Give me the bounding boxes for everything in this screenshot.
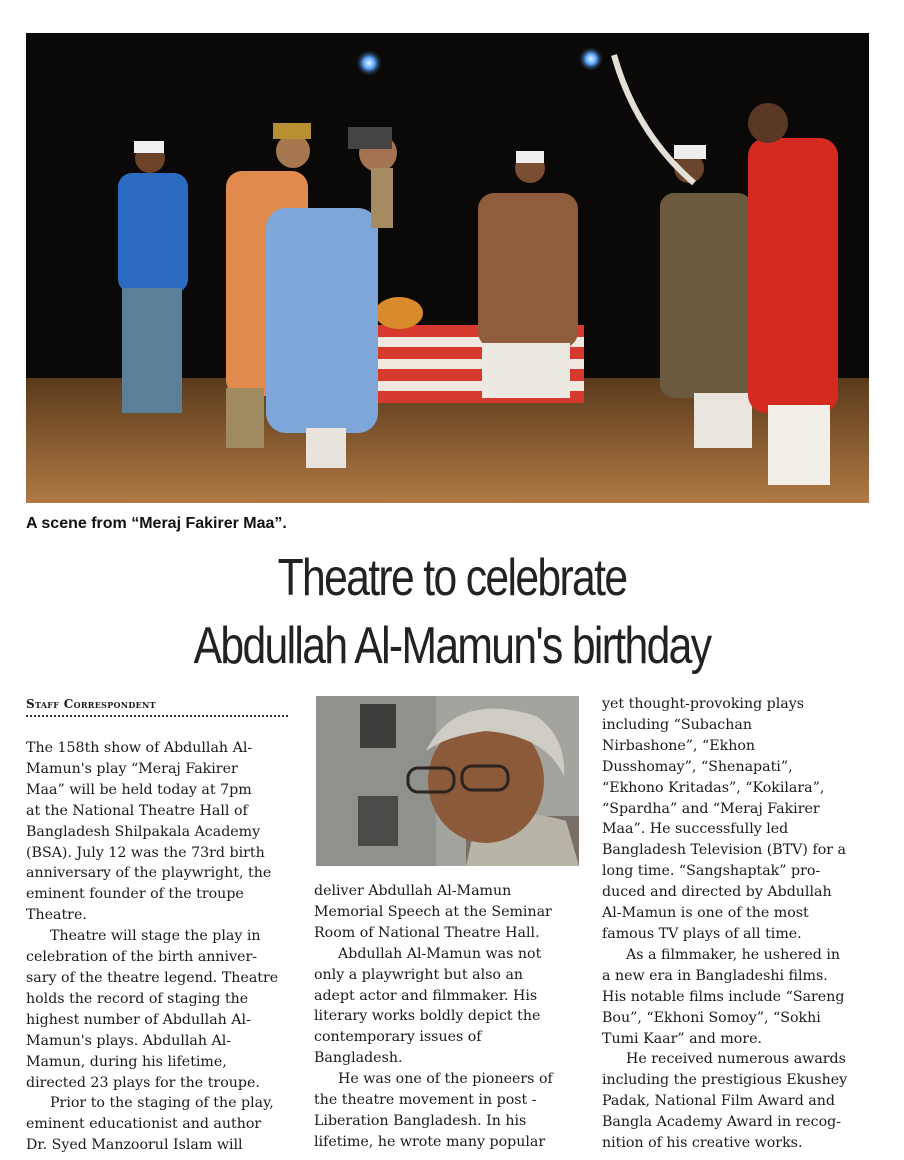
text-line: Maa” will be held today at 7pm (26, 781, 252, 798)
article-column-2 (314, 881, 580, 1153)
text-line: The 158th show of Abdullah Al- (26, 740, 253, 756)
text-line: Bou”, “Ekhoni Somoy”, “Sokhi (602, 1009, 821, 1026)
stage-photo (26, 33, 869, 503)
text-line: at the National Theatre Hall of (26, 802, 248, 819)
text-line: Bangla Academy Award in recog- (602, 1114, 842, 1131)
text-line: Mamun's plays. Abdullah Al- (26, 1032, 232, 1049)
text-line: including the prestigious Ekushey (602, 1072, 848, 1089)
text-line: deliver Abdullah Al-Mamun (314, 883, 512, 899)
portrait-photo (316, 696, 579, 866)
text-line: Tumi Kaar” and more. (602, 1030, 763, 1047)
text-line: Dusshomay”, “Shenapati”, (602, 758, 793, 775)
text-line: Memorial Speech at the Seminar (314, 903, 552, 920)
text-line: anniversary of the playwright, the (26, 865, 272, 882)
text-line: Dr. Syed Manzoorul Islam will (26, 1137, 243, 1154)
text-line: lifetime, he wrote many popular (314, 1133, 546, 1150)
text-line: Maa”. He successfully led (602, 821, 789, 838)
text-line: literary works boldly depict the (314, 1008, 541, 1025)
text-line: As a filmmaker, he ushered in (626, 946, 841, 963)
text-line: Abdullah Al-Mamun was not (338, 945, 542, 962)
text-line: Prior to the staging of the play, (50, 1095, 274, 1112)
text-line: sary of the theatre legend. Theatre (26, 969, 279, 986)
text-line: Bangladesh Television (BTV) for a (602, 842, 847, 859)
byline: Staff Correspondent (26, 697, 156, 711)
article-column-3 (602, 694, 882, 1154)
text-line: Room of National Theatre Hall. (314, 924, 540, 941)
text-line: highest number of Abdullah Al- (26, 1011, 251, 1028)
text-line: He was one of the pioneers of (338, 1071, 553, 1088)
text-line: adept actor and filmmaker. His (314, 987, 538, 1004)
text-line: including “Subachan (602, 716, 752, 733)
byline-divider (26, 715, 288, 717)
text-line: His notable films include “Sareng (602, 988, 845, 1005)
text-line: Al-Mamun is one of the most (602, 905, 809, 922)
text-line: Nirbashone”, “Ekhon (602, 737, 756, 754)
text-line: the theatre movement in post - (314, 1092, 537, 1109)
text-line: a new era in Bangladeshi films. (602, 967, 828, 984)
text-line: (BSA). July 12 was the 73rd birth (26, 844, 265, 861)
text-line: Theatre will stage the play in (50, 928, 261, 945)
photo-caption: A scene from “Meraj Fakirer Maa”. (26, 515, 287, 532)
text-line: celebration of the birth anniver- (26, 949, 258, 966)
text-line: Padak, National Film Award and (602, 1093, 835, 1110)
text-line: long time. “Sangshaptak” pro- (602, 863, 821, 880)
text-line: “Spardha” and “Meraj Fakirer (602, 800, 820, 817)
text-line: duced and directed by Abdullah (602, 884, 832, 901)
text-line: Liberation Bangladesh. In his (314, 1112, 527, 1129)
headline-line-2: Abdullah Al-Mamun's birthday (193, 617, 711, 675)
text-line: Mamun, during his lifetime, (26, 1053, 227, 1070)
text-line: holds the record of staging the (26, 990, 249, 1007)
text-line: yet thought-provoking plays (602, 696, 805, 712)
text-line: famous TV plays of all time. (602, 925, 802, 942)
text-line: only a playwright but also an (314, 966, 524, 983)
text-line: contemporary issues of (314, 1029, 482, 1046)
text-line: nition of his creative works. (602, 1135, 803, 1152)
text-line: Bangladesh Shilpakala Academy (26, 823, 261, 840)
headline-line-1: Theatre to celebrate (277, 549, 627, 607)
portrait-illustration (316, 696, 579, 866)
text-line: Mamun's play “Meraj Fakirer (26, 760, 238, 777)
text-line: “Ekhono Kritadas”, “Kokilara”, (602, 779, 825, 796)
text-line: Bangladesh. (314, 1050, 403, 1067)
text-line: eminent educationist and author (26, 1116, 262, 1133)
text-line: directed 23 plays for the troupe. (26, 1074, 260, 1091)
text-line: He received numerous awards (626, 1051, 846, 1068)
text-line: eminent founder of the troupe (26, 886, 244, 903)
stage-scene-illustration (26, 33, 869, 503)
text-line: Theatre. (26, 907, 87, 924)
article-column-1 (26, 738, 296, 1156)
